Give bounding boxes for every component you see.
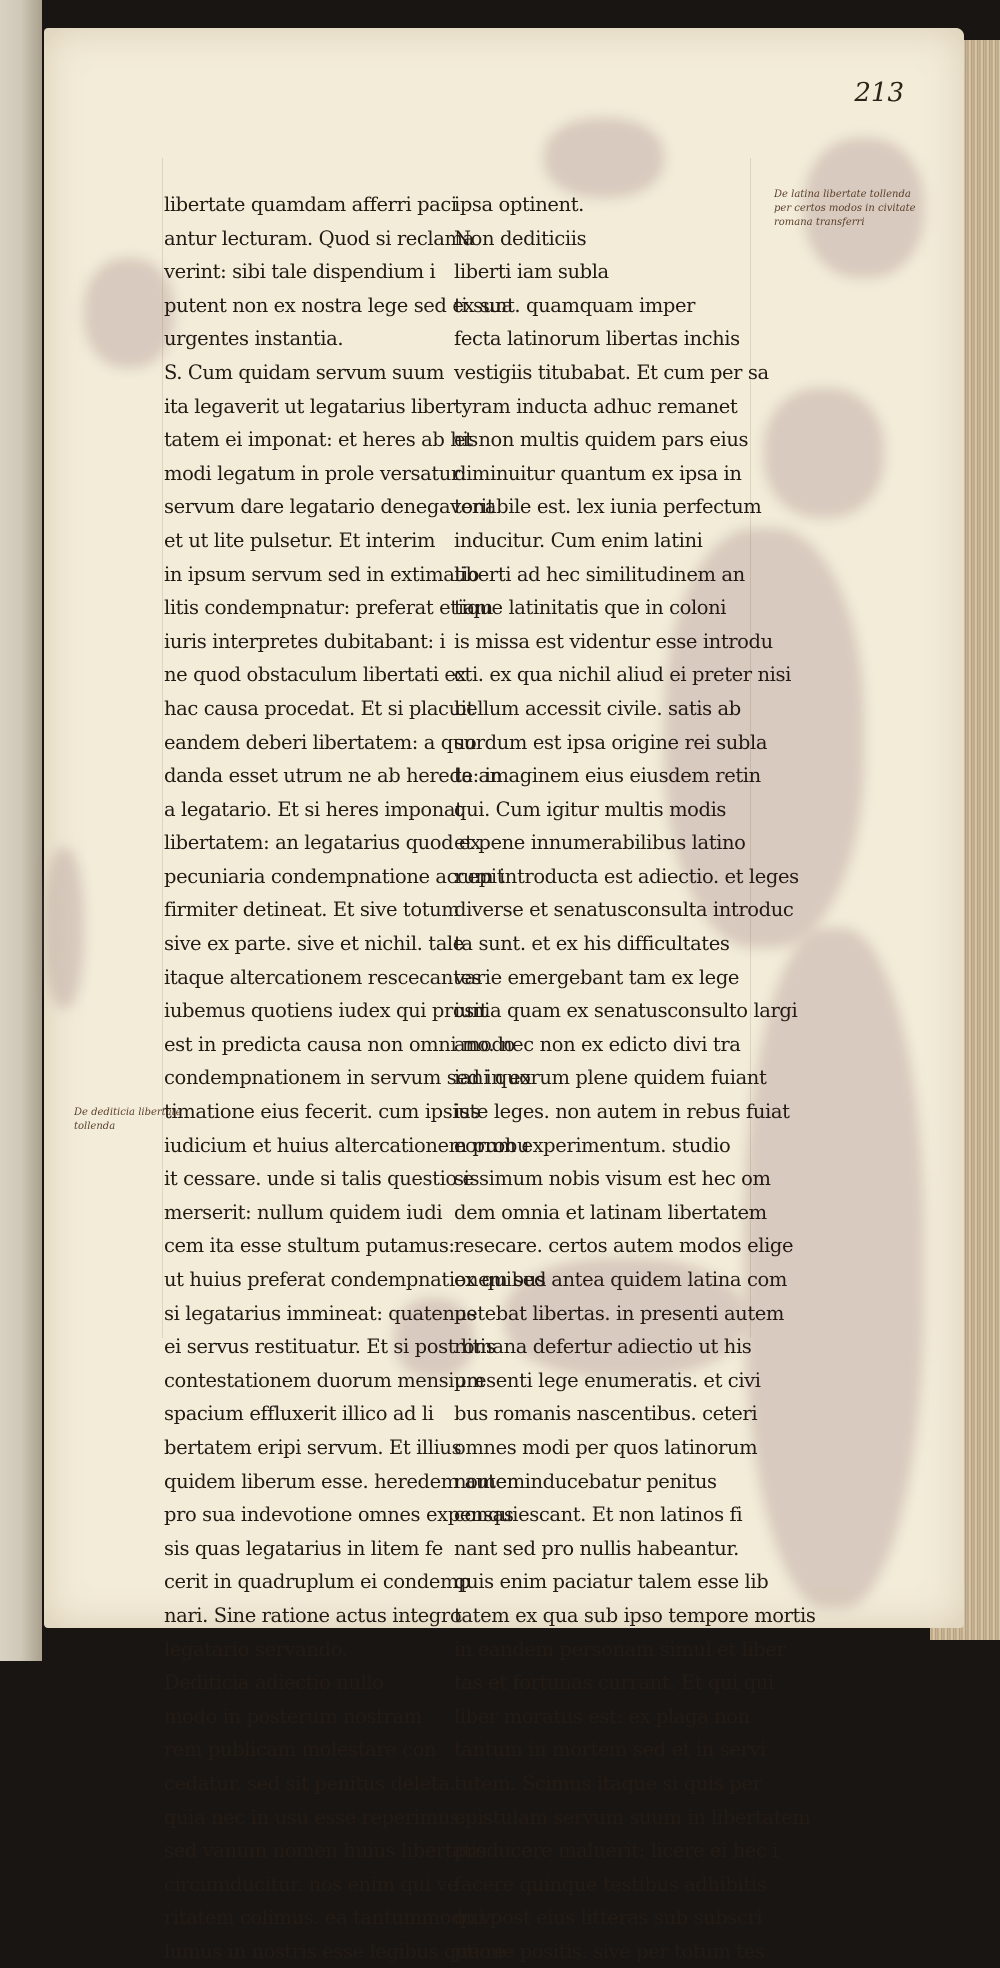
text-line: iste leges. non autem in rebus fuiat: [454, 1100, 790, 1124]
text-line: modi legatum in prole versatur:: [164, 461, 467, 485]
text-line: ti sunt. quamquam imper: [454, 293, 696, 317]
text-line: ano. nec non ex edicto divi tra: [454, 1032, 741, 1056]
text-line: bertatem eripi servum. Et illius: [164, 1435, 462, 1459]
text-line: iunia quam ex senatusconsulto largi: [454, 999, 798, 1023]
manuscript-folio: [44, 28, 964, 1963]
text-line: et ut lite pulsetur. Et interim: [164, 528, 436, 552]
text-line: nomen inducebatur penitus: [454, 1469, 717, 1493]
text-line: tas et fortunas currant. Et qui qui: [454, 1671, 774, 1695]
text-line: timatione eius fecerit. cum ipsius: [164, 1100, 480, 1124]
text-line: quis enim paciatur talem esse lib: [454, 1570, 769, 1594]
text-line: firmiter detineat. Et sive totum: [164, 898, 460, 922]
text-line: Dediticia adiectio nullo: [164, 1671, 384, 1695]
text-line: cedatur. sed sit penitus deleta.: [164, 1771, 456, 1795]
text-line: sive ex parte. sive et nichil. tale: [164, 932, 464, 956]
folio-number: 213: [854, 78, 904, 108]
margin-line: tollenda: [74, 1121, 116, 1132]
margin-line: De dediticia libertate: [74, 1107, 182, 1118]
text-line: et pene innumerabilibus latino: [454, 831, 746, 855]
text-line: libertate quamdam afferri paci: [164, 193, 457, 216]
text-line: litis condempnatur: preferat etiam: [164, 596, 493, 620]
text-line: ta sunt. et ex his difficultates: [454, 932, 730, 956]
text-line: cem ita esse stultum putamus:: [164, 1234, 455, 1258]
text-line: quia nec in usu esse reperimus.: [164, 1805, 466, 1829]
text-line: rem publicam molestare con: [164, 1738, 437, 1762]
text-line: producere maluerit: licere ei hec i: [454, 1839, 779, 1863]
text-line: legatario servando.: [164, 1637, 348, 1661]
text-line: in eandem personam simul et liber: [454, 1637, 786, 1661]
text-line: si legatarius immineat: quatenus: [164, 1301, 477, 1325]
stain: [764, 388, 884, 518]
text-line: a legatario. Et si heres imponat: [164, 797, 463, 821]
text-line: inducitur. Cum enim latini: [454, 528, 703, 552]
text-line: et non multis quidem pars eius: [454, 428, 749, 452]
text-line: nant sed pro nullis habeantur.: [454, 1536, 739, 1560]
text-line: diminuitur quantum ex ipsa in: [454, 461, 742, 485]
text-line: qui. Cum igitur multis modis: [454, 797, 727, 821]
text-line: antur lecturam. Quod si reclama: [164, 226, 474, 250]
text-line: sis quas legatarius in litem fe: [164, 1536, 443, 1560]
text-line: condempnationem in servum sed in ex: [164, 1066, 531, 1090]
text-line: liberti ad hec similitudinem an: [454, 562, 745, 586]
text-line: tantum in mortem sed et in servi: [454, 1738, 766, 1762]
text-line: S. Cum quidam servum suum: [164, 360, 445, 384]
text-line: conquiescant. Et non latinos fi: [454, 1503, 743, 1527]
text-line: lumus in nostris esse legibus que re: [164, 1939, 506, 1963]
text-line: iudicium et huius altercationem probu: [164, 1133, 530, 1157]
text-line: bus romanis nascentibus. ceteri: [454, 1402, 758, 1426]
text-line: eandem deberi libertatem: a quo: [164, 730, 477, 754]
text-line: ritatem colimus. ea tantummodo vo: [164, 1906, 503, 1930]
text-line: facere quinque testibus adhibitis: [454, 1872, 767, 1896]
text-line: eorum experimentum. studio: [454, 1133, 731, 1157]
text-line: merserit: nullum quidem iudi: [164, 1200, 443, 1224]
text-line: contestationem duorum mensium: [164, 1368, 485, 1392]
text-line: tatem ei imponat: et heres ab his: [164, 428, 478, 452]
text-line: omnes modi per quos latinorum: [454, 1435, 758, 1459]
text-line: ut huius preferat condempnationem sed: [164, 1268, 547, 1291]
text-line: sissimum nobis visum est hec om: [454, 1167, 771, 1191]
text-line: qui post eius litteras sub subscri: [454, 1906, 763, 1930]
text-line: putent non ex nostra lege sed ex sua: [164, 293, 513, 317]
text-line: epistulam servum suum in libertatem: [454, 1805, 811, 1829]
text-line: ne quod obstaculum libertati ex: [164, 663, 467, 687]
text-line: presenti lege enumeratis. et civi: [454, 1368, 761, 1392]
text-line: it cessare. unde si talis questio e: [164, 1167, 474, 1191]
text-line: bellum accessit civile. satis ab: [454, 696, 741, 720]
text-line: cerit in quadruplum ei condemp: [164, 1570, 471, 1594]
text-line: est in predicta causa non omni modo: [164, 1032, 515, 1056]
text-line: pecuniaria condempnatione accepit: [164, 864, 505, 888]
stain: [44, 848, 84, 1008]
text-line: varie emergebant tam ex lege: [454, 965, 740, 989]
text-line: romana defertur adiectio ut his: [454, 1335, 752, 1359]
text-line: iuris interpretes dubitabant: i: [164, 629, 446, 653]
text-line: servum dare legatario denegaverit: [164, 495, 495, 519]
text-line: tique latinitatis que in coloni: [454, 596, 727, 620]
text-line: modo in posterum nostram: [164, 1704, 422, 1728]
text-line: vestigiis titubabat. Et cum per sa: [454, 360, 769, 384]
text-line: tyram inducta adhuc remanet: [454, 394, 738, 418]
text-line: danda esset utrum ne ab herede an: [164, 764, 502, 788]
text-line: ita legaverit ut legatarius liber: [164, 394, 455, 418]
text-line: nari. Sine ratione actus integro: [164, 1603, 462, 1627]
text-line: libertatem: an legatarius quod ex: [164, 831, 481, 855]
text-line: is missa est videntur esse introdu: [454, 629, 773, 653]
margin-line: per certos modos in civitate: [774, 203, 916, 214]
text-line: in ipsum servum sed in extimatio: [164, 562, 480, 586]
text-line: petebat libertas. in presenti autem: [454, 1301, 784, 1325]
text-line: iani quorum plene quidem fuiant: [454, 1066, 767, 1090]
text-line: tatem ex qua sub ipso tempore mortis: [454, 1603, 816, 1627]
stain: [544, 118, 664, 198]
text-line: diverse et senatusconsulta introduc: [454, 898, 794, 922]
text-line: urgentes instantia.: [164, 327, 344, 351]
margin-line: romana transferri: [774, 217, 865, 228]
text-line: cti. ex qua nichil aliud ei preter nisi: [454, 663, 791, 687]
text-line: surdum est ipsa origine rei subla: [454, 730, 768, 754]
text-line: circumducitur. nos enim qui ve: [164, 1872, 459, 1896]
text-line: Non dediticiis: [454, 226, 587, 250]
text-line: hac causa procedat. Et si placuit: [164, 696, 474, 720]
text-line: liberti iam subla: [454, 260, 609, 284]
text-line: spacium effluxerit illico ad li: [164, 1402, 434, 1426]
stain: [84, 258, 174, 368]
text-line: ptione positis. sive per totum tes: [454, 1939, 765, 1963]
text-line: itaque altercationem rescecantes: [164, 965, 482, 989]
text-line: liber moratus est: ex plaga non: [454, 1704, 750, 1728]
ruling-line: [162, 158, 163, 1338]
text-line: resecare. certos autem modos elige: [454, 1234, 794, 1258]
text-line: quidem liberum esse. heredem autem: [164, 1469, 525, 1493]
text-line: dem omnia et latinam libertatem: [454, 1200, 767, 1224]
text-line: tutem. Scimus itaque si quis per: [454, 1771, 762, 1795]
left-marginal-note: [74, 1106, 182, 1134]
text-column-right: [454, 188, 816, 1968]
right-marginal-note: [774, 188, 934, 230]
text-line: ta: imaginem eius eiusdem retin: [454, 764, 761, 788]
text-line: ipsa optinent.: [454, 193, 584, 216]
text-line: iubemus quotiens iudex qui prosit: [164, 999, 488, 1023]
text-line: ex quibus antea quidem latina com: [454, 1268, 787, 1291]
text-line: sed vanum nomen huius libertatis: [164, 1839, 487, 1863]
text-line: fecta latinorum libertas inchis: [454, 327, 740, 351]
text-line: tonabile est. lex iunia perfectum: [454, 495, 762, 519]
left-page-edge: [0, 0, 42, 1661]
text-line: rum introducta est adiectio. et leges: [454, 864, 799, 888]
margin-line: De latina libertate tollenda: [774, 189, 911, 200]
text-line: verint: sibi tale dispendium i: [164, 260, 436, 284]
text-line: pro sua indevotione omnes expensas: [164, 1503, 514, 1527]
text-line: ei servus restituatur. Et si post litis: [164, 1335, 496, 1359]
